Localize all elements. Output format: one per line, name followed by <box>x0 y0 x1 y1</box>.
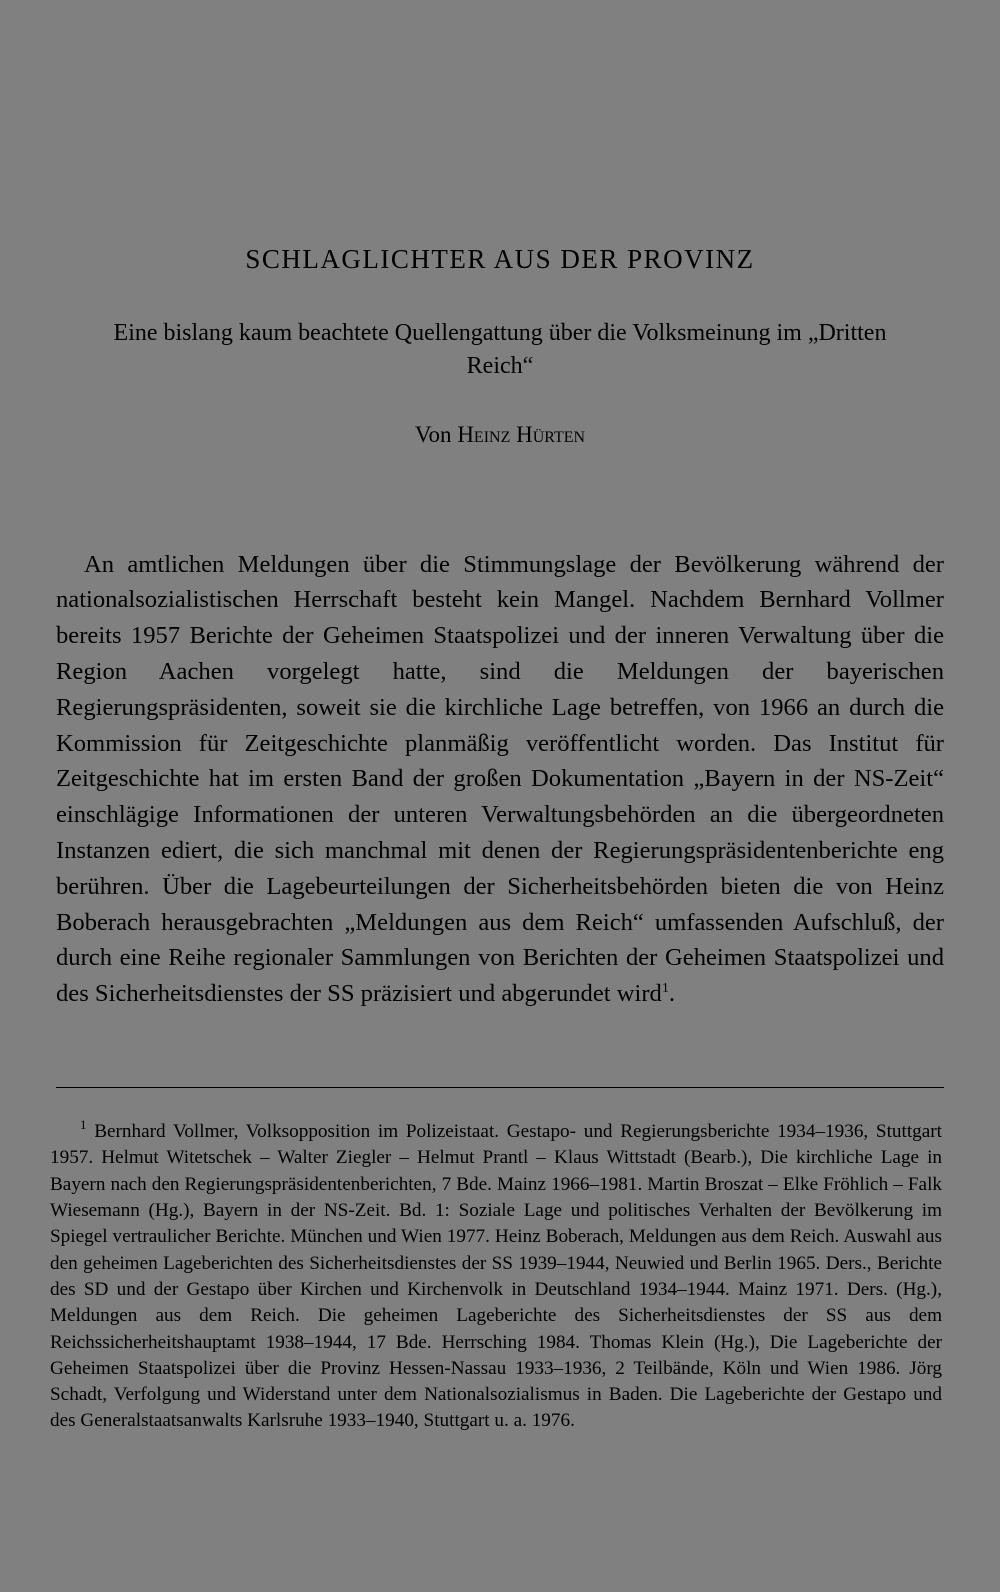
article-subtitle: Eine bislang kaum beachtete Quellengattung über die Volksmeinung im „Dritten Reich“ <box>113 320 887 379</box>
footnote <box>50 1119 942 1435</box>
body-paragraph-text: An amtlichen Meldungen über die Stimmungslage der Bevölkerung während der nationalsozialistischen Herrschaft besteht kein Mangel. Nachdem Bernhard Vollmer bereits 1957 Berichte der Geheimen Staatspolizei und der inneren Verwaltung über die Region Aachen vorgelegt hatte, sind die Meldungen der bayerischen Regierungspräsidenten, soweit sie die kirchliche Lage betreffen, von 1966 an durch die Kommission für Zeitgeschichte planmäßig veröffentlicht worden. Das Institut für Zeitgeschichte hat im ersten Band der großen Dokumentation „Bayern in der NS-Zeit“ einschlägige Informationen der unteren Verwaltungsbehörden an die übergeordneten Instanzen ediert, die sich manchmal mit denen der Regierungspräsidentenberichte eng berühren. Über die Lagebeurteilungen der Sicherheitsbehörden bieten die von Heinz Boberach herausgebrachten „Meldungen aus dem Reich“ umfassenden Aufschluß, der durch eine Reihe regionaler Sammlungen von Berichten der Geheimen Staatspolizei und des Sicherheitsdienstes der SS präzisiert und abgerundet wird <box>56 550 944 1008</box>
footnote-reference: 1 <box>661 981 669 997</box>
footnote-text: Bernhard Vollmer, Volksopposition im Polizeistaat. Gestapo- und Regierungsberichte 1934–1936, Stuttgart 1957. Helmut Witetschek – Walter Ziegler – Helmut Prantl – Klaus Wittstadt (Bearb.), Die kirchliche Lage in Bayern nach den Regierungspräsidentenberichten, 7 Bde. Mainz 1966–1981. Martin Broszat – Elke Fröhlich – Falk Wiesemann (Hg.), Bayern in der NS-Zeit. Bd. 1: Soziale Lage und politisches Verhalten der Bevölkerung im Spiegel vertraulicher Berichte. München und Wien 1977. Heinz Boberach, Meldungen aus dem Reich. Auswahl aus den geheimen Lageberichten des Sicherheitsdienstes der SS 1939–1944, Neuwied und Berlin 1965. Ders., Berichte des SD und der Gestapo über Kirchen und Kirchenvolk in Deutschland 1934–1944. Mainz 1971. Ders. (Hg.), Meldungen aus dem Reich. Die geheimen Lageberichte des Sicherheitsdienstes der SS aus dem Reichssicherheitshauptamt 1938–1944, 17 Bde. Herrsching 1984. Thomas Klein (Hg.), Die Lageberichte der Geheimen Staatspolizei über die Provinz Hessen-Nassau 1933–1936, 2 Teilbände, Köln und Wien 1986. Jörg Schadt, Verfolgung und Widerstand unter dem Nationalsozialismus in Baden. Die Lageberichte der Gestapo und des Generalstaatsanwalts Karlsruhe 1933–1940, Stuttgart u. a. 1976. <box>50 1121 943 1432</box>
author-name: Heinz Hürten <box>457 422 586 447</box>
footnote-number: 1 <box>80 1117 87 1133</box>
author-prefix: Von <box>414 422 458 447</box>
body-paragraph-end: . <box>668 980 675 1008</box>
footnote-separator <box>56 1087 944 1088</box>
article-title: SCHLAGLICHTER AUS DER PROVINZ <box>245 244 755 274</box>
body-paragraph <box>56 547 944 1012</box>
author-line <box>0 420 1000 450</box>
